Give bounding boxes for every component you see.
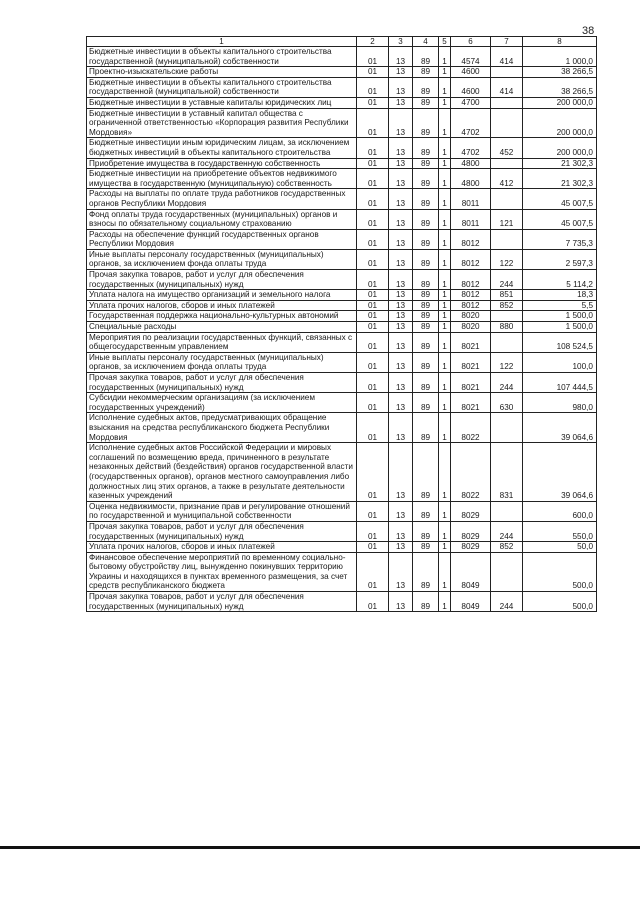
row-name: Исполнение судебных актов Российской Федерации и мировых соглашений по возмещению вреда, причиненного в результате незаконных действий (бездействия) органов государственной власти (государственных органов), органов местного самоуправления либо должностных лиц этих органов, а также в результате деятельности казенных учреждений [87,443,357,502]
program-code: 89 [413,552,439,591]
program-code: 89 [413,189,439,209]
amount: 50,0 [523,542,597,553]
target-article-code: 4574 [451,47,491,67]
expense-type-code [491,67,523,78]
subsection-code: 13 [389,189,413,209]
amount: 21 302,3 [523,158,597,169]
program-code: 89 [413,592,439,612]
program-code: 89 [413,97,439,108]
amount: 39 064,6 [523,443,597,502]
section-code: 01 [357,249,389,269]
subprogram-code: 1 [439,270,451,290]
subsection-code: 13 [389,138,413,158]
expense-type-code: 852 [491,300,523,311]
target-article-code: 8012 [451,270,491,290]
section-code: 01 [357,270,389,290]
row-name: Субсидии некоммерческим организациям (за исключением государственных учреждений) [87,393,357,413]
section-code: 01 [357,592,389,612]
program-code: 89 [413,249,439,269]
target-article-code: 8011 [451,209,491,229]
table-row [87,352,597,372]
section-code: 01 [357,169,389,189]
target-article-code: 8012 [451,229,491,249]
program-code: 89 [413,290,439,301]
amount: 500,0 [523,592,597,612]
row-name: Иные выплаты персоналу государственных (муниципальных) органов, за исключением фонда оплаты труда [87,352,357,372]
section-code: 01 [357,521,389,541]
amount: 1 500,0 [523,311,597,322]
header-row [87,37,597,47]
expense-type-code: 880 [491,322,523,333]
section-code: 01 [357,47,389,67]
column-header-4: 4 [413,37,439,47]
column-header-8: 8 [523,37,597,47]
subsection-code: 13 [389,413,413,443]
subprogram-code: 1 [439,373,451,393]
expense-type-code: 831 [491,443,523,502]
subsection-code: 13 [389,300,413,311]
amount: 200 000,0 [523,108,597,138]
subsection-code: 13 [389,542,413,553]
amount: 107 444,5 [523,373,597,393]
row-name: Бюджетные инвестиции иным юридическим лицам, за исключением бюджетных инвестиций в объекты капитального строительства [87,138,357,158]
amount: 200 000,0 [523,97,597,108]
program-code: 89 [413,332,439,352]
subsection-code: 13 [389,158,413,169]
expense-type-code: 121 [491,209,523,229]
subprogram-code: 1 [439,322,451,333]
expense-type-code [491,332,523,352]
section-code: 01 [357,332,389,352]
subsection-code: 13 [389,47,413,67]
expense-type-code: 414 [491,47,523,67]
program-code: 89 [413,413,439,443]
table-row [87,542,597,553]
budget-table [86,36,597,612]
amount: 39 064,6 [523,413,597,443]
column-header-3: 3 [389,37,413,47]
amount: 1 500,0 [523,322,597,333]
target-article-code: 8020 [451,311,491,322]
section-code: 01 [357,209,389,229]
expense-type-code [491,189,523,209]
amount: 5 114,2 [523,270,597,290]
subsection-code: 13 [389,322,413,333]
row-name: Специальные расходы [87,322,357,333]
table-row [87,169,597,189]
program-code: 89 [413,138,439,158]
target-article-code: 8022 [451,413,491,443]
expense-type-code: 244 [491,592,523,612]
amount: 45 007,5 [523,189,597,209]
subsection-code: 13 [389,373,413,393]
subprogram-code: 1 [439,413,451,443]
amount: 5,5 [523,300,597,311]
expense-type-code [491,97,523,108]
program-code: 89 [413,311,439,322]
target-article-code: 8012 [451,249,491,269]
target-article-code: 8029 [451,501,491,521]
row-name: Расходы на выплаты по оплате труда работников государственных органов Республики Мордовия [87,189,357,209]
amount: 980,0 [523,393,597,413]
table-row [87,290,597,301]
row-name: Прочая закупка товаров, работ и услуг для обеспечения государственных (муниципальных) нужд [87,270,357,290]
row-name: Прочая закупка товаров, работ и услуг для обеспечения государственных (муниципальных) нужд [87,521,357,541]
row-name: Бюджетные инвестиции в уставный капитал общества с ограниченной ответственностью «Корпорация развития Республики Мордовия» [87,108,357,138]
row-name: Государственная поддержка национально-культурных автономий [87,311,357,322]
column-header-2: 2 [357,37,389,47]
subprogram-code: 1 [439,138,451,158]
expense-type-code: 414 [491,77,523,97]
section-code: 01 [357,443,389,502]
section-code: 01 [357,373,389,393]
program-code: 89 [413,300,439,311]
program-code: 89 [413,521,439,541]
target-article-code: 8021 [451,373,491,393]
page-number: 38 [582,25,595,37]
program-code: 89 [413,270,439,290]
target-article-code: 8021 [451,352,491,372]
subprogram-code: 1 [439,189,451,209]
table-row [87,592,597,612]
section-code: 01 [357,413,389,443]
subsection-code: 13 [389,552,413,591]
table-row [87,270,597,290]
bottom-rule [0,846,640,849]
program-code: 89 [413,322,439,333]
program-code: 89 [413,108,439,138]
expense-type-code: 412 [491,169,523,189]
subprogram-code: 1 [439,97,451,108]
expense-type-code [491,229,523,249]
table-row [87,108,597,138]
column-header-1: 1 [87,37,357,47]
target-article-code: 4702 [451,138,491,158]
section-code: 01 [357,552,389,591]
subprogram-code: 1 [439,352,451,372]
expense-type-code [491,413,523,443]
subprogram-code: 1 [439,521,451,541]
amount: 38 266,5 [523,77,597,97]
expense-type-code: 122 [491,249,523,269]
subsection-code: 13 [389,77,413,97]
target-article-code: 8021 [451,393,491,413]
table-row [87,373,597,393]
target-article-code: 8049 [451,552,491,591]
amount: 45 007,5 [523,209,597,229]
table-row [87,311,597,322]
subprogram-code: 1 [439,249,451,269]
table-row [87,97,597,108]
target-article-code: 4600 [451,77,491,97]
subprogram-code: 1 [439,47,451,67]
target-article-code: 8022 [451,443,491,502]
expense-type-code: 630 [491,393,523,413]
row-name: Уплата налога на имущество организаций и земельного налога [87,290,357,301]
expense-type-code: 122 [491,352,523,372]
subsection-code: 13 [389,311,413,322]
table-row [87,189,597,209]
row-name: Уплата прочих налогов, сборов и иных платежей [87,542,357,553]
table-row [87,158,597,169]
expense-type-code [491,108,523,138]
program-code: 89 [413,158,439,169]
subprogram-code: 1 [439,229,451,249]
amount: 550,0 [523,521,597,541]
row-name: Бюджетные инвестиции на приобретение объектов недвижимого имущества в государственную (муниципальную) собственность [87,169,357,189]
table-row [87,521,597,541]
subprogram-code: 1 [439,300,451,311]
table-row [87,332,597,352]
table-row [87,229,597,249]
amount: 100,0 [523,352,597,372]
amount: 38 266,5 [523,67,597,78]
section-code: 01 [357,322,389,333]
subsection-code: 13 [389,169,413,189]
row-name: Проектно-изыскательские работы [87,67,357,78]
amount: 108 524,5 [523,332,597,352]
program-code: 89 [413,47,439,67]
row-name: Расходы на обеспечение функций государственных органов Республики Мордовия [87,229,357,249]
expense-type-code [491,311,523,322]
target-article-code: 4800 [451,169,491,189]
subprogram-code: 1 [439,67,451,78]
row-name: Бюджетные инвестиции в объекты капитального строительства государственной (муниципальной) собственности [87,77,357,97]
column-header-7: 7 [491,37,523,47]
row-name: Фонд оплаты труда государственных (муниципальных) органов и взносы по обязательному социальному страхованию [87,209,357,229]
expense-type-code [491,552,523,591]
subsection-code: 13 [389,249,413,269]
subprogram-code: 1 [439,393,451,413]
expense-type-code [491,158,523,169]
amount: 600,0 [523,501,597,521]
section-code: 01 [357,189,389,209]
subsection-code: 13 [389,270,413,290]
row-name: Мероприятия по реализации государственных функций, связанных с общегосударственным управлением [87,332,357,352]
row-name: Бюджетные инвестиции в объекты капитального строительства государственной (муниципальной) собственности [87,47,357,67]
section-code: 01 [357,97,389,108]
table-row [87,249,597,269]
table-row [87,443,597,502]
program-code: 89 [413,501,439,521]
table-row [87,322,597,333]
table-row [87,300,597,311]
column-header-5: 5 [439,37,451,47]
subsection-code: 13 [389,393,413,413]
subsection-code: 13 [389,443,413,502]
amount: 500,0 [523,552,597,591]
expense-type-code: 852 [491,542,523,553]
section-code: 01 [357,67,389,78]
section-code: 01 [357,311,389,322]
program-code: 89 [413,373,439,393]
target-article-code: 8029 [451,542,491,553]
row-name: Прочая закупка товаров, работ и услуг для обеспечения государственных (муниципальных) нужд [87,373,357,393]
row-name: Иные выплаты персоналу государственных (муниципальных) органов, за исключением фонда оплаты труда [87,249,357,269]
table-row [87,552,597,591]
program-code: 89 [413,542,439,553]
program-code: 89 [413,77,439,97]
subsection-code: 13 [389,521,413,541]
section-code: 01 [357,229,389,249]
target-article-code: 8020 [451,322,491,333]
target-article-code: 4800 [451,158,491,169]
subprogram-code: 1 [439,552,451,591]
amount: 1 000,0 [523,47,597,67]
subprogram-code: 1 [439,501,451,521]
expense-type-code: 851 [491,290,523,301]
subsection-code: 13 [389,332,413,352]
section-code: 01 [357,393,389,413]
section-code: 01 [357,158,389,169]
section-code: 01 [357,108,389,138]
table-row [87,393,597,413]
table-row [87,209,597,229]
program-code: 89 [413,169,439,189]
section-code: 01 [357,352,389,372]
target-article-code: 8012 [451,290,491,301]
subsection-code: 13 [389,229,413,249]
row-name: Финансовое обеспечение мероприятий по временному социально-бытовому обустройству лиц, вынужденно покинувших территорию Украины и находящихся в пунктах временного размещения, за счет средств республиканского бюджета [87,552,357,591]
subprogram-code: 1 [439,290,451,301]
target-article-code: 4600 [451,67,491,78]
table-row [87,501,597,521]
amount: 18,3 [523,290,597,301]
program-code: 89 [413,229,439,249]
subsection-code: 13 [389,67,413,78]
expense-type-code: 244 [491,270,523,290]
target-article-code: 4702 [451,108,491,138]
subsection-code: 13 [389,592,413,612]
row-name: Приобретение имущества в государственную собственность [87,158,357,169]
section-code: 01 [357,300,389,311]
section-code: 01 [357,501,389,521]
table-header [87,37,597,47]
row-name: Оценка недвижимости, признание прав и регулирование отношений по государственной и муниципальной собственности [87,501,357,521]
subprogram-code: 1 [439,443,451,502]
amount: 7 735,3 [523,229,597,249]
amount: 200 000,0 [523,138,597,158]
program-code: 89 [413,443,439,502]
target-article-code: 8049 [451,592,491,612]
amount: 2 597,3 [523,249,597,269]
subprogram-code: 1 [439,592,451,612]
section-code: 01 [357,542,389,553]
program-code: 89 [413,67,439,78]
row-name: Прочая закупка товаров, работ и услуг для обеспечения государственных (муниципальных) нужд [87,592,357,612]
subprogram-code: 1 [439,311,451,322]
program-code: 89 [413,352,439,372]
subsection-code: 13 [389,97,413,108]
subsection-code: 13 [389,290,413,301]
expense-type-code [491,501,523,521]
subprogram-code: 1 [439,169,451,189]
table-row [87,413,597,443]
subprogram-code: 1 [439,542,451,553]
subprogram-code: 1 [439,209,451,229]
table-row [87,67,597,78]
table-body [87,47,597,612]
expense-type-code: 244 [491,521,523,541]
subprogram-code: 1 [439,332,451,352]
target-article-code: 8029 [451,521,491,541]
target-article-code: 8011 [451,189,491,209]
subprogram-code: 1 [439,77,451,97]
subsection-code: 13 [389,108,413,138]
target-article-code: 8021 [451,332,491,352]
section-code: 01 [357,290,389,301]
subsection-code: 13 [389,209,413,229]
column-header-6: 6 [451,37,491,47]
subsection-code: 13 [389,352,413,372]
subprogram-code: 1 [439,108,451,138]
table-row [87,47,597,67]
row-name: Исполнение судебных актов, предусматривающих обращение взыскания на средства республиканского бюджета Республики Мордовия [87,413,357,443]
program-code: 89 [413,209,439,229]
subsection-code: 13 [389,501,413,521]
expense-type-code: 244 [491,373,523,393]
target-article-code: 4700 [451,97,491,108]
target-article-code: 8012 [451,300,491,311]
section-code: 01 [357,138,389,158]
amount: 21 302,3 [523,169,597,189]
section-code: 01 [357,77,389,97]
subprogram-code: 1 [439,158,451,169]
table-row [87,138,597,158]
row-name: Бюджетные инвестиции в уставные капиталы юридических лиц [87,97,357,108]
expense-type-code: 452 [491,138,523,158]
row-name: Уплата прочих налогов, сборов и иных платежей [87,300,357,311]
program-code: 89 [413,393,439,413]
table-row [87,77,597,97]
